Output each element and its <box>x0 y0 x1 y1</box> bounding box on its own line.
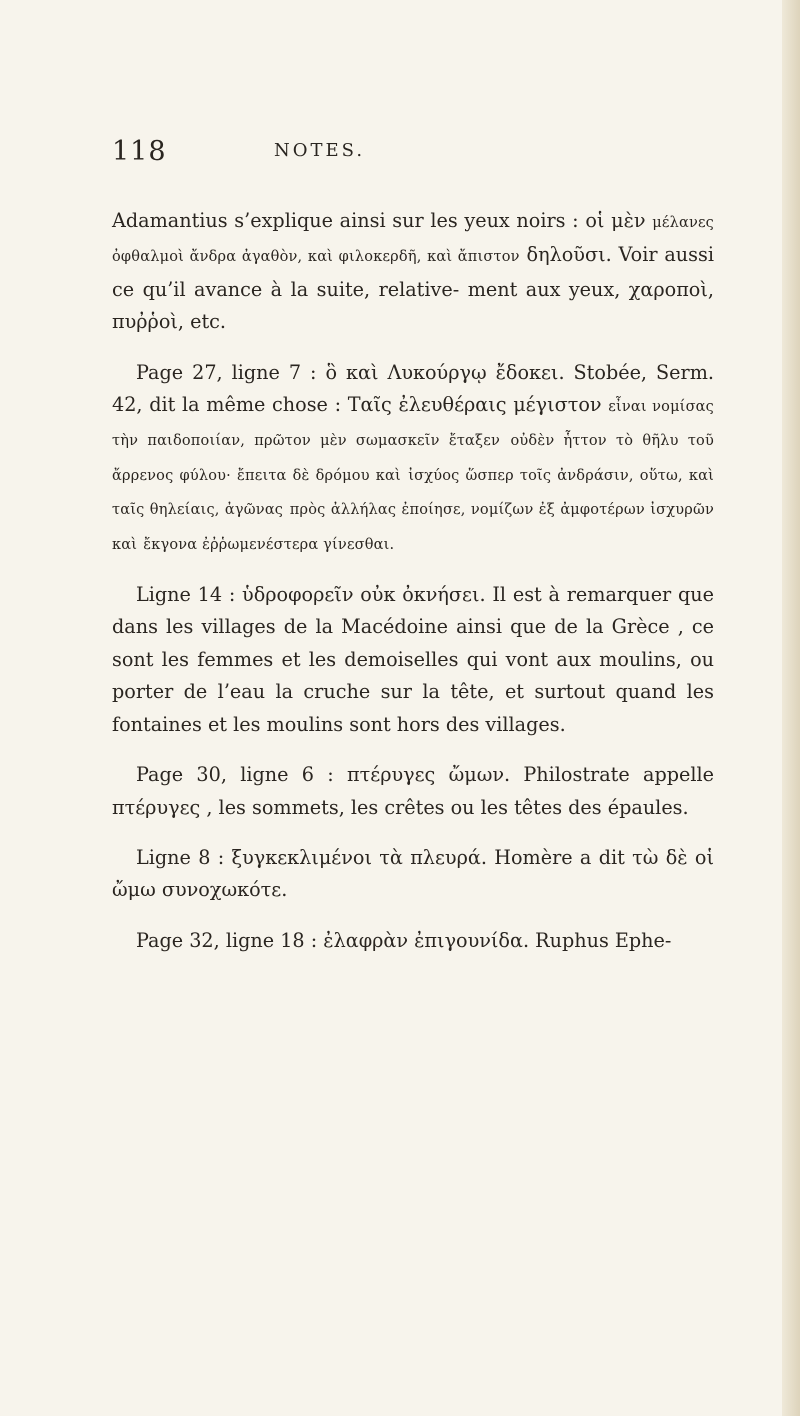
note-paragraph <box>112 579 714 741</box>
text-line: Serm. 42, dit la même chose : Ταῖς ἐλευθέραις μέγιστον <box>112 360 714 417</box>
page-header <box>112 136 712 172</box>
running-head: NOTES. <box>274 140 366 161</box>
page-edge <box>782 0 800 1416</box>
text-line: πτέρυγες , les sommets, les crêtes ou les têtes des <box>112 795 602 819</box>
text-line: et surtout quand les fontaines et les moulins sont hors <box>112 680 714 736</box>
text-line: ἰσχύος ὥσπερ τοῖς ἀνδράσιν, οὕτω, καὶ ταῖς θηλείαις, ἀγῶνας <box>112 467 714 519</box>
note-paragraph <box>112 925 714 957</box>
text-line: des villages. <box>445 712 566 736</box>
text-line: épaules. <box>607 795 689 819</box>
note-paragraph <box>112 842 714 907</box>
text-line: δηλοῦσι. Voir aussi ce qu’il avance à la suite, relative- <box>112 243 714 301</box>
note-paragraph <box>112 759 714 824</box>
text-line: εἶναι νομίσας τὴν παιδοποιίαν, πρῶτον μὲν σωμασκεῖν ἔταξεν <box>112 399 714 450</box>
text-line: Ligne 8 : ξυγκεκλιμένοι τὰ πλευρά. Homère a dit τὼ δὲ <box>136 845 688 869</box>
text-line: πρὸς ἀλλήλας ἐποίησε, νομίζων ἐξ ἀμφοτέρων ἰσχυρῶν καὶ <box>112 502 715 553</box>
text-line: aux moulins, ou porter de l’eau la cruche sur la tête, <box>112 647 714 704</box>
text-line: Page 32, ligne 18 : ἐλαφρὰν ἐπιγουνίδα. Ruphus Ephe- <box>136 928 672 952</box>
page-number: 118 <box>112 136 167 167</box>
text-line: ment aux yeux, χαροποὶ, πυῤῥοὶ, etc. <box>112 277 714 334</box>
note-paragraph <box>112 357 714 561</box>
notes-body <box>112 205 714 975</box>
note-paragraph <box>112 205 714 339</box>
text-line: Page 27, ligne 7 : ὃ καὶ Λυκούργῳ ἔδοκει. Stobée, <box>136 360 648 384</box>
text-line: Ligne 14 : ὑδροφορεῖν οὐκ ὀκνήσει. Il est à remarquer <box>136 583 672 607</box>
text-line: οἱ ὤμω συνοχωκότε. <box>112 845 714 902</box>
text-line: ἔκγονα ἐῤῥωμενέστερα γίνεσθαι. <box>143 536 395 553</box>
text-line: Page 30, ligne 6 : πτέρυγες ὤμων. Philostrate appelle <box>136 763 714 787</box>
text-line: Grèce , ce sont les femmes et les demoiselles qui vont <box>112 615 714 671</box>
text-line: Adamantius s’explique ainsi sur les yeux noirs : οἱ μὲν <box>112 209 646 232</box>
text-line: οὐδὲν ἧττον τὸ θῆλυ τοῦ ἄρρενος φύλου· ἔπειτα δὲ δρόμου καὶ <box>112 433 714 484</box>
text-line: μέλανες ὀφθαλμοὶ ἄνδρα ἀγαθὸν, καὶ φιλοκερδῆ, καὶ ἄπιστον <box>112 215 714 266</box>
text-line: que dans les villages de la Macédoine ainsi que de la <box>112 583 714 639</box>
